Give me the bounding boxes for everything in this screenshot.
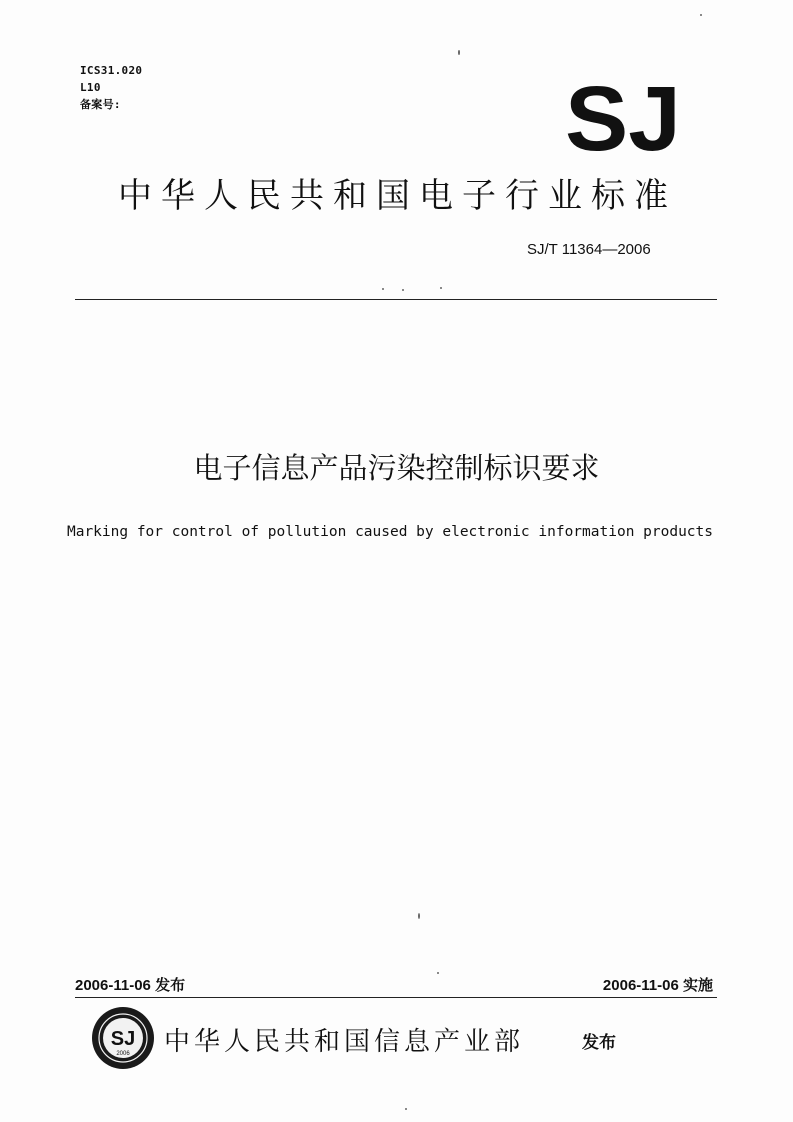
classification-code: L10 [80,81,101,94]
metadata-block [80,62,142,113]
seal-letters: SJ [110,1028,136,1050]
scan-speck [405,1108,407,1110]
header-divider [75,299,717,300]
standard-number: SJ/T 11364—2006 [527,241,651,258]
ministry-seal-icon [90,1005,156,1071]
scan-speck [437,972,439,974]
scan-speck [440,287,442,289]
footer-divider [75,997,717,998]
standard-category-title: 中华人民共和国电子行业标准 [118,176,677,216]
publisher-name: 中华人民共和国信息产业部 [164,1027,525,1057]
scan-speck [418,913,420,919]
publish-label: 发布 [582,1033,616,1053]
scan-speck [402,289,404,291]
issue-date: 2006-11-06 发布 [75,977,186,994]
document-title-english: Marking for control of pollution caused by electronic information products [66,524,713,540]
sj-logo [563,78,683,156]
implementation-date: 2006-11-06 实施 [602,977,713,994]
ics-code: ICS31.020 [80,64,143,77]
scan-speck [700,14,702,16]
sj-logo-text: SJ [565,78,681,156]
scan-speck [382,288,384,290]
scan-speck [458,50,460,55]
seal-year: 2006 [116,1051,130,1057]
filing-number-label: 备案号: [80,98,121,111]
document-title-chinese: 电子信息产品污染控制标识要求 [193,451,600,485]
